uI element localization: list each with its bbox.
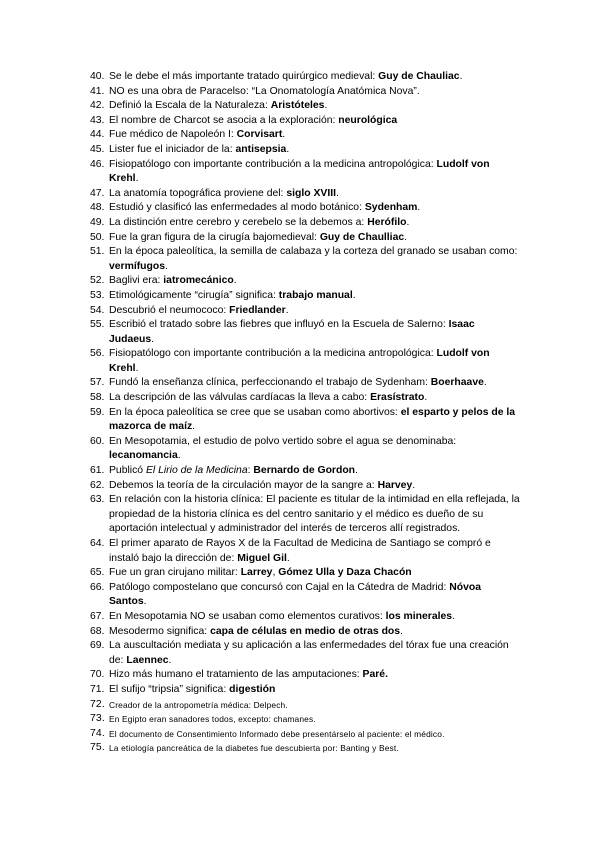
list-item (90, 727, 520, 742)
question-text: . (143, 596, 147, 608)
answer-text: Friedlander (229, 304, 286, 316)
list-item (90, 289, 520, 304)
question-text: Fue un gran cirujano militar: (109, 567, 241, 579)
question-text: El sufijo “tripsia” significa: (109, 683, 230, 695)
answer-text: Erasístrato (370, 392, 425, 404)
question-text: En Mesopotamia, el estudio de polvo vertido sobre el agua se denominaba: (109, 435, 457, 447)
list-item (90, 70, 520, 85)
item-number: 59. (90, 406, 105, 418)
question-text: : (247, 465, 254, 477)
question-text: . (336, 187, 339, 199)
list-item (90, 581, 520, 610)
answer-text: Bernardo de Gordon (253, 465, 356, 477)
list-item (90, 158, 520, 187)
list-item (90, 610, 520, 625)
answer-text: Laennec (126, 654, 169, 666)
question-text: . (452, 610, 455, 622)
question-text: . (151, 333, 155, 345)
item-number: 43. (90, 114, 105, 126)
answer-text: capa de células en medio de otras dos (210, 625, 401, 637)
question-text: . (355, 465, 358, 477)
list-item (90, 435, 520, 464)
answer-text: Larrey (240, 567, 273, 579)
answer-text: Aristóteles (270, 100, 325, 112)
answer-text: el esparto y pelos de la mazorca de maíz (109, 406, 516, 433)
question-text: . (424, 392, 428, 404)
item-number: 69. (90, 640, 105, 652)
item-number: 47. (90, 187, 105, 199)
answer-text: lecanomancia (109, 450, 178, 462)
list-item (90, 274, 520, 289)
list-item (90, 479, 520, 494)
answer-text: antisepsia (235, 143, 287, 155)
list-item (90, 668, 520, 683)
list-item (90, 712, 520, 727)
question-text: . (400, 625, 403, 637)
list-item (90, 625, 520, 640)
answer-text: Miguel Gil (237, 552, 287, 564)
list-item (90, 639, 520, 668)
answer-text: iatromecánico (163, 275, 234, 287)
question-text: Se le debe el más importante tratado quirúrgico medieval: (109, 71, 379, 82)
question-text: En la época paleolítica, la semilla de calabaza y la corteza del granado se usaban como: (109, 246, 518, 258)
item-number: 40. (90, 71, 105, 82)
item-number: 58. (90, 392, 105, 404)
question-text: El nombre de Charcot se asocia a la exploración: (109, 114, 339, 126)
question-text: . (168, 654, 172, 666)
item-number: 46. (90, 158, 105, 170)
item-number: 73. (90, 713, 105, 725)
list-item (90, 99, 520, 114)
question-text: Descubrió el neumococo: (109, 304, 230, 316)
question-text: Lister fue el iniciador de la: (109, 143, 236, 155)
item-number: 54. (90, 304, 105, 316)
answer-text: neurológica (338, 114, 398, 126)
question-text: El documento de Consentimiento Informado debe presentárselo al paciente: el médico. (109, 728, 445, 739)
item-number: 53. (90, 289, 105, 301)
question-text: La auscultación mediata y su aplicación a las enfermedades del tórax fue una creación de: (109, 640, 509, 666)
list-item (90, 114, 520, 129)
answer-text: Ludolf von Krehl (109, 348, 490, 374)
item-number: 68. (90, 625, 105, 637)
question-text: . (459, 71, 463, 82)
answer-text: vermífugos (109, 260, 166, 272)
question-text: , (272, 567, 279, 579)
item-number: 60. (90, 435, 105, 447)
item-number: 64. (90, 538, 105, 549)
question-text: La distinción entre cerebro y cerebelo se la debemos a: (109, 216, 368, 228)
list-item (90, 741, 520, 756)
question-text: Creador de la antropometría médica: Delpech. (109, 699, 288, 710)
item-number: 42. (90, 100, 105, 112)
answer-text: Guy de Chauliac (378, 71, 460, 82)
answer-text: digestión (229, 683, 276, 695)
question-text: . (285, 304, 289, 316)
answer-text: trabajo manual (278, 289, 353, 301)
answer-text: los minerales (385, 610, 453, 622)
question-text: Publicó (109, 465, 146, 477)
item-number: 45. (90, 143, 105, 155)
question-text: . (233, 275, 237, 287)
question-text: . (135, 173, 139, 185)
list-item (90, 216, 520, 231)
item-number: 61. (90, 465, 105, 477)
question-text: . (324, 100, 328, 112)
answer-text: Ludolf von Krehl (109, 158, 490, 185)
item-number: 67. (90, 610, 105, 622)
list-item (90, 304, 520, 319)
answer-text: Herófilo (367, 216, 407, 228)
list-item (90, 187, 520, 202)
question-text: . (165, 260, 168, 272)
answer-text: Isaac Judaeus (109, 319, 475, 345)
question-text: NO es una obra de Paracelso: “La Onomatología Anatómica Nova”. (109, 85, 420, 97)
item-number: 70. (90, 669, 105, 681)
question-text: En Egipto eran sanadores todos, excepto: chamanes. (109, 714, 316, 725)
book-title: El Lirio de la Medicina (145, 465, 248, 477)
question-text: Fue médico de Napoleón I: (109, 129, 237, 141)
question-text: . (412, 479, 416, 491)
question-text: Baglivi era: (109, 275, 164, 287)
answer-text: Sydenham (364, 202, 418, 214)
item-number: 49. (90, 216, 105, 228)
list-item (90, 406, 520, 435)
list-item (90, 537, 520, 566)
question-text: La etiología pancreática de la diabetes fue descubierta por: Banting y Best. (109, 743, 399, 754)
answer-text: Guy de Chaulliac (319, 231, 405, 243)
question-text: . (286, 552, 290, 564)
list-item (90, 231, 520, 246)
item-number: 50. (90, 231, 105, 243)
question-text: Patólogo compostelano que concursó con Cajal en la Cátedra de Madrid: (109, 581, 450, 593)
question-text: En relación con la historia clínica: El paciente es titular de la intimidad en ella reflejada, la propiedad de la historia clínica es del centro sanitario y el médico es dueño de su aportación intelectual y administrador del interés de terceros allí registrados. (109, 494, 520, 535)
list-item (90, 566, 520, 581)
item-number: 71. (90, 683, 105, 695)
question-text: . (192, 421, 196, 433)
question-text: Mesodermo significa: (109, 625, 211, 637)
item-number: 57. (90, 377, 105, 389)
question-text: . (352, 289, 356, 301)
question-text: La descripción de las válvulas cardíacas la lleva a cabo: (109, 392, 371, 404)
item-number: 65. (90, 567, 105, 579)
item-number: 55. (90, 319, 105, 331)
list-item (90, 201, 520, 216)
question-text: . (282, 129, 286, 141)
question-text: Debemos la teoría de la circulación mayor de la sangre a: (109, 479, 378, 491)
answer-text: Gómez Ulla y Daza Chacón (278, 567, 412, 579)
list-item (90, 683, 520, 698)
question-text: Fisiopatólogo con importante contribución a la medicina antropológica: (109, 348, 437, 360)
question-text: Fisiopatólogo con importante contribución a la medicina antropológica: (109, 158, 437, 170)
answer-text: Nóvoa Santos (109, 581, 481, 608)
item-number: 75. (90, 742, 105, 754)
item-number: 63. (90, 494, 105, 506)
question-text: . (404, 231, 408, 243)
question-text: . (417, 202, 421, 214)
question-text: Etimológicamente “cirugía” significa: (109, 289, 279, 301)
answer-text: Paré. (362, 669, 388, 681)
item-number: 72. (90, 698, 105, 710)
question-text: Fundó la enseñanza clínica, perfeccionando el trabajo de Sydenham: (109, 377, 431, 389)
question-text: . (177, 450, 181, 462)
question-text: Estudió y clasificó las enfermedades al modo botánico: (109, 202, 365, 214)
item-number: 48. (90, 202, 105, 214)
item-number: 56. (90, 348, 105, 360)
question-text: . (406, 216, 410, 228)
list-item (90, 493, 520, 537)
item-number: 44. (90, 129, 105, 141)
question-text: En Mesopotamia NO se usaban como elementos curativos: (109, 610, 386, 622)
question-text: El primer aparato de Rayos X de la Facultad de Medicina de Santiago se compró e instaló bajo la dirección de: (109, 538, 491, 564)
question-answer-list (90, 70, 520, 756)
question-text: Hizo más humano el tratamiento de las amputaciones: (109, 669, 363, 681)
list-item (90, 85, 520, 100)
question-text: Escribió el tratado sobre las fiebres que influyó en la Escuela de Salerno: (109, 319, 449, 331)
list-item (90, 318, 520, 347)
list-item (90, 128, 520, 143)
list-item (90, 698, 520, 713)
item-number: 52. (90, 275, 105, 287)
question-text: Fue la gran figura de la cirugía bajomedieval: (109, 231, 320, 243)
item-number: 41. (90, 85, 105, 97)
answer-text: Boerhaave (430, 377, 484, 389)
list-item (90, 391, 520, 406)
item-number: 74. (90, 727, 105, 739)
item-number: 51. (90, 246, 105, 258)
question-text: . (483, 377, 487, 389)
answer-text: Harvey (377, 479, 413, 491)
question-text: En la época paleolítica se cree que se usaban como abortivos: (109, 406, 401, 418)
answer-text: siglo XVIII (286, 187, 336, 199)
answer-text: Corvisart (236, 129, 283, 141)
question-text: . (135, 362, 139, 374)
list-item (90, 464, 520, 479)
question-text: Definió la Escala de la Naturaleza: (109, 100, 271, 112)
list-item (90, 376, 520, 391)
item-number: 66. (90, 581, 105, 593)
item-number: 62. (90, 479, 105, 491)
list-item (90, 347, 520, 376)
question-text: La anatomía topográfica proviene del: (109, 187, 287, 199)
list-item (90, 143, 520, 158)
question-text: . (286, 143, 290, 155)
list-item (90, 245, 520, 274)
